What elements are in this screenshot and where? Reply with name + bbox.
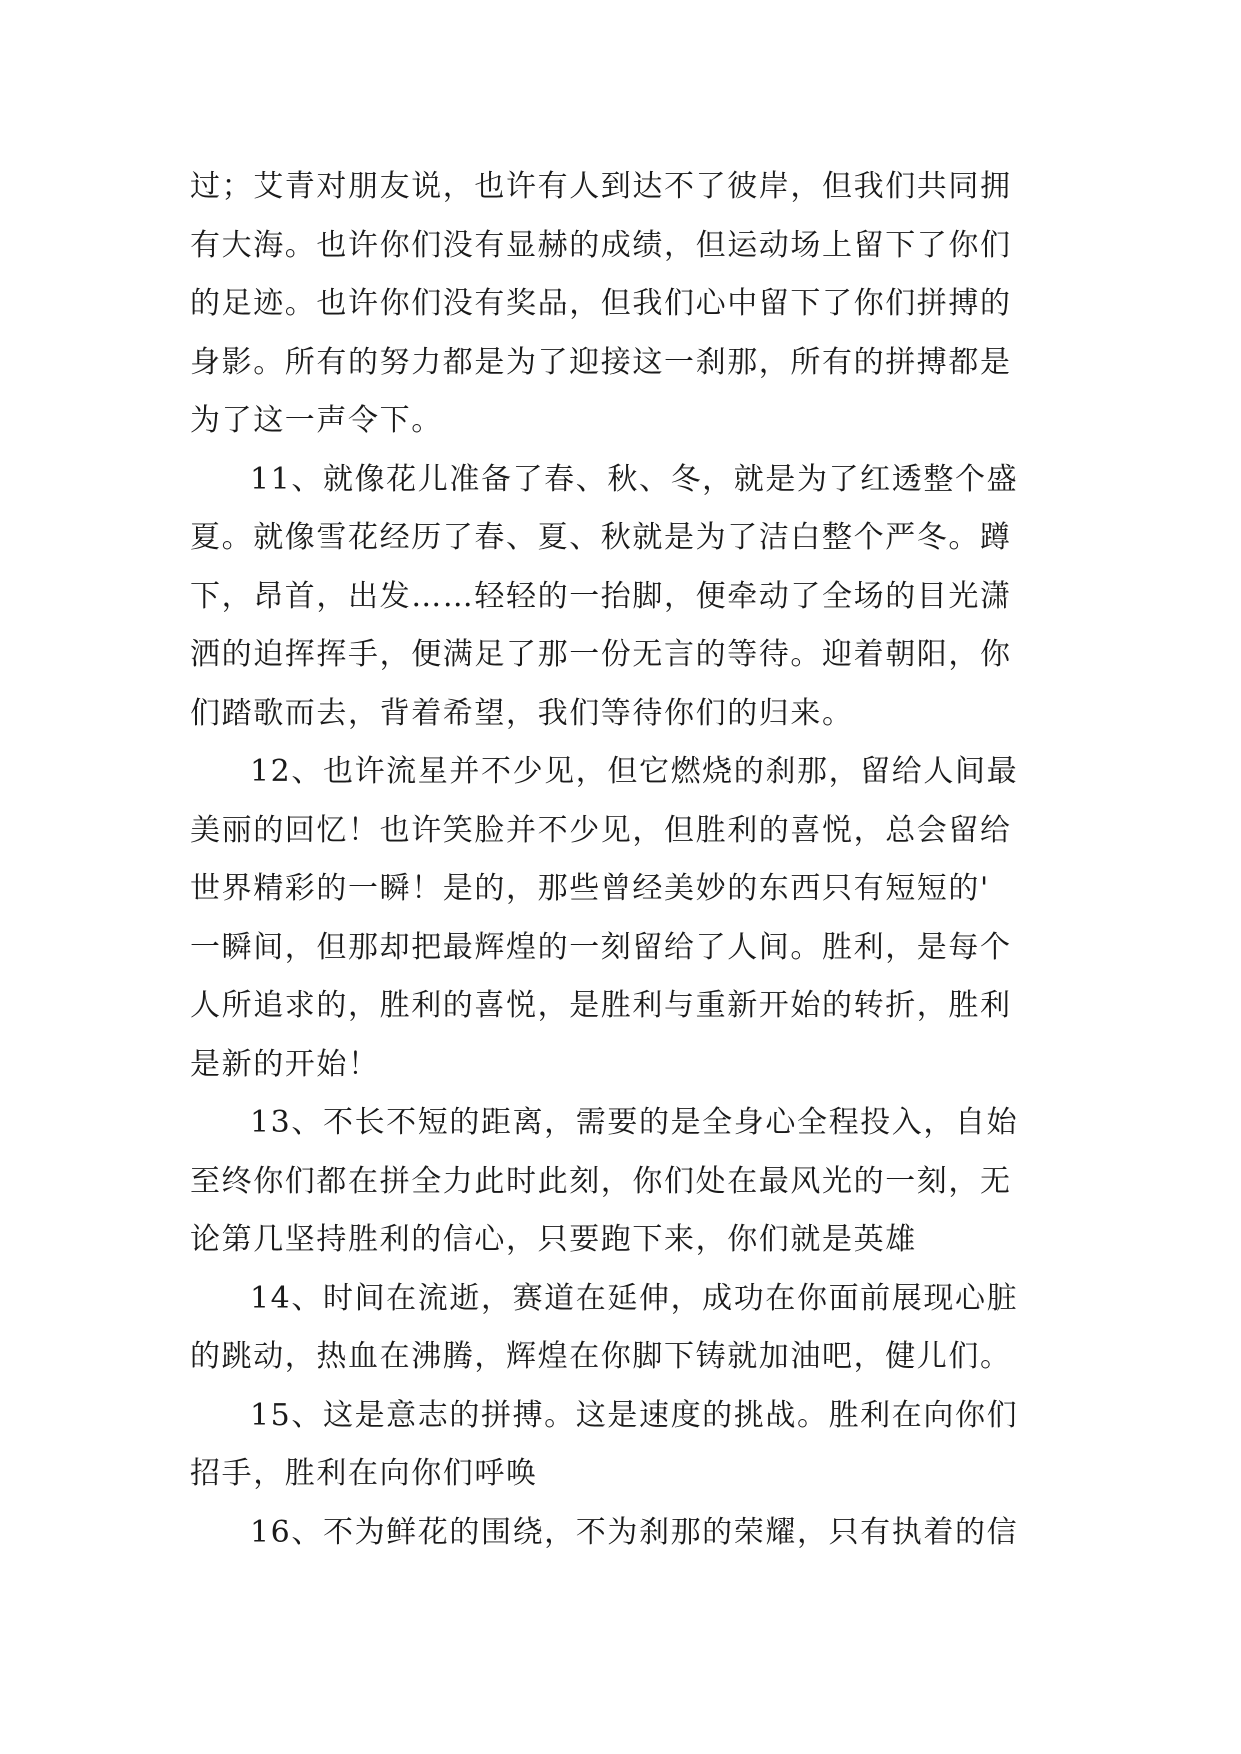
text-line: 的跳动，热血在沸腾，辉煌在你脚下铸就加油吧，健儿们。 [190,1339,1012,1374]
paragraph-11-start: 11、就像花儿准备了春、秋、冬，就是为了红透整个盛 [250,461,1019,497]
paragraph-13-start: 13、不长不短的距离，需要的是全身心全程投入，自始 [250,1105,1019,1140]
text-line: 的足迹。也许你们没有奖品，但我们心中留下了你们拼搏的 [190,286,1012,321]
text-line: 论第几坚持胜利的信心，只要跑下来，你们就是英雄 [190,1222,917,1257]
text-line: 美丽的回忆！也许笑脸并不少见，但胜利的喜悦，总会留给 [190,812,1012,848]
text-line: 夏。就像雪花经历了春、夏、秋就是为了洁白整个严冬。蹲 [190,520,1012,555]
text-line: 过；艾青对朋友说，也许有人到达不了彼岸，但我们共同拥 [190,169,1012,204]
paragraph-14-start: 14、时间在流逝，赛道在延伸，成功在你面前展现心脏 [250,1280,1019,1316]
text-line: 招手，胜利在向你们呼唤 [190,1456,538,1491]
text-line: 一瞬间，但那却把最辉煌的一刻留给了人间。胜利，是每个 [190,929,1012,965]
paragraph-16-start: 16、不为鲜花的围绕，不为刹那的荣耀，只有执着的信 [250,1514,1019,1550]
text-line: 为了这一声令下。 [190,403,443,438]
paragraph-15-start: 15、这是意志的拼搏。这是速度的挑战。胜利在向你们 [250,1397,1019,1433]
text-line: 人所追求的，胜利的喜悦，是胜利与重新开始的转折，胜利 [190,988,1012,1023]
body-text [190,158,1070,1562]
text-line: 是新的开始！ [190,1046,380,1082]
text-line: 们踏歌而去，背着希望，我们等待你们的归来。 [190,695,854,731]
text-line: 有大海。也许你们没有显赫的成绩，但运动场上留下了你们 [190,227,1012,263]
text-line: 下，昂首，出发……轻轻的一抬脚，便牵动了全场的目光潇 [190,578,1012,614]
paragraph-12-start: 12、也许流星并不少见，但它燃烧的刹那，留给人间最 [250,754,1019,789]
text-line: 世界精彩的一瞬！是的，那些曾经美妙的东西只有短短的' [190,871,990,906]
text-line: 洒的迫挥挥手，便满足了那一份无言的等待。迎着朝阳，你 [190,637,1012,672]
text-line: 至终你们都在拼全力此时此刻，你们处在最风光的一刻，无 [190,1163,1012,1199]
text-line: 身影。所有的努力都是为了迎接这一刹那，所有的拼搏都是 [190,344,1012,380]
